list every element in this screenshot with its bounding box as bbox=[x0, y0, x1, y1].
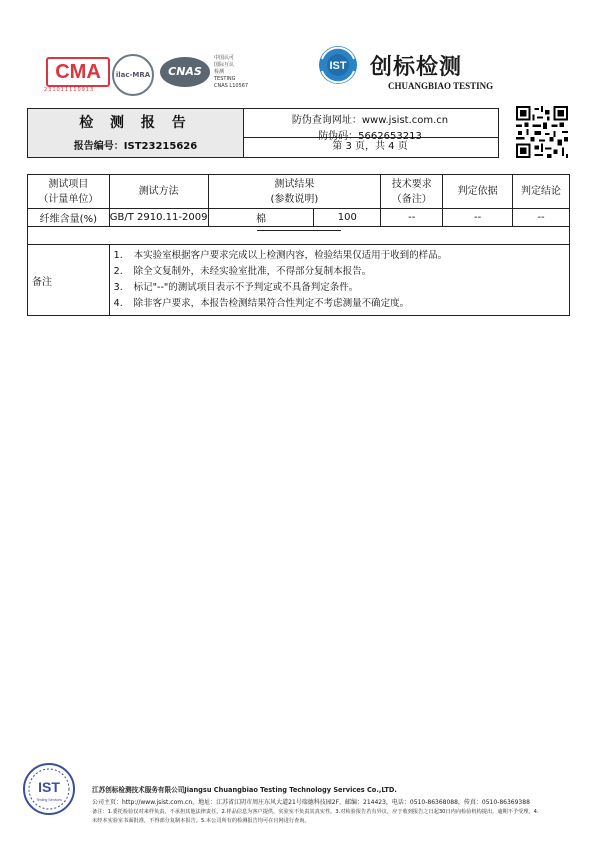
note-item: 1. 本实验室根据客户要求完成以上检测内容，检验结果仅适用于收到的样品。 bbox=[113, 250, 448, 261]
svg-text:IST: IST bbox=[38, 779, 60, 795]
ilac-mra-logo: ilac-MRA bbox=[112, 54, 154, 96]
end-marker-cell bbox=[28, 227, 570, 245]
report-number: 报告编号：IST23215626 bbox=[27, 137, 244, 158]
brand-name-cn: 创标检测 bbox=[370, 54, 463, 80]
end-marker-row bbox=[28, 227, 570, 245]
notes-row bbox=[28, 245, 570, 316]
query-url[interactable]: 防伪查询网址：www.jsist.com.cn bbox=[291, 115, 449, 126]
col-header-basis: 判定依据 bbox=[443, 175, 513, 209]
anti-fake-info bbox=[242, 108, 499, 142]
table-row bbox=[28, 209, 570, 227]
anti-fake-code: 防伪码：5662653213 bbox=[318, 131, 422, 142]
report-title: 检 测 报 告 bbox=[27, 108, 244, 138]
end-of-results-rule bbox=[257, 230, 341, 231]
cell-conclusion: -- bbox=[513, 209, 570, 227]
ist-footer-logo bbox=[22, 762, 76, 816]
cnas-caption: 中国认可 国际互认 检测 TESTING CNAS L10567 bbox=[214, 55, 249, 89]
footer-company: 江苏创标检测技术服务有限公司Jiangsu Chuangbiao Testing Technology Services Co.,LTD. bbox=[92, 786, 397, 794]
table-header-row bbox=[28, 175, 570, 209]
cell-item: 纤维含量(%) bbox=[28, 209, 110, 227]
cma-logo: CMA bbox=[46, 57, 110, 87]
col-header-requirement: 技术要求 （备注） bbox=[381, 175, 443, 209]
footer-remark-2: 未经本实验室书面批准，不得部分复制本报告。5.本公司所有的检测报告均可在官网进行查询。 bbox=[92, 818, 310, 824]
qr-code[interactable] bbox=[516, 106, 568, 158]
cell-param: 棉 bbox=[208, 209, 314, 227]
cell-requirement: -- bbox=[381, 209, 443, 227]
col-header-conclusion: 判定结论 bbox=[513, 175, 570, 209]
cnas-logo: CNAS bbox=[160, 57, 210, 87]
results-table bbox=[27, 174, 570, 316]
note-item: 2. 除全文复制外，未经实验室批准，不得部分复制本报告。 bbox=[113, 266, 372, 277]
cell-method: GB/T 2910.11-2009 bbox=[109, 209, 208, 227]
page-info: 第 3 页，共 4 页 bbox=[242, 137, 499, 158]
notes-label: 备注 bbox=[28, 245, 110, 316]
note-item: 3. 标记"--"的测试项目表示不予判定或不具备判定条件。 bbox=[113, 282, 359, 293]
notes-cell bbox=[109, 245, 569, 316]
col-header-method: 测试方法 bbox=[109, 175, 208, 209]
cell-basis: -- bbox=[443, 209, 513, 227]
note-item: 4. 除非客户要求，本报告检测结果符合性判定不考虑测量不确定度。 bbox=[113, 298, 410, 309]
col-header-result: 测试结果 (参数说明) bbox=[208, 175, 381, 209]
svg-text:Testing Services: Testing Services bbox=[36, 798, 62, 802]
ist-logo bbox=[318, 45, 358, 85]
footer-contact: 公司主页：http://www.jsist.com.cn，地址：江苏省江阴市周庄东风大道21号瑞德科技园2F，邮编：214423，电话：0510-86368088，传真：0510-86369388 bbox=[92, 799, 530, 806]
svg-text:IST: IST bbox=[329, 60, 347, 72]
cma-number: 231011110913 bbox=[44, 87, 95, 93]
brand-name-en: CHUANGBIAO TESTING bbox=[388, 81, 494, 91]
col-header-item: 测试项目 （计量单位） bbox=[28, 175, 110, 209]
footer-remark-1: 备注：1.委托检验仅对来样负责，不承担其他法律责任。2.样品信息为客户提供，实验室不负责其真实性。3.对检验报告若有异议，应于收到报告之日起30日内向检验机构提出，逾期不予受理。4. bbox=[92, 809, 539, 815]
cell-value: 100 bbox=[314, 209, 381, 227]
